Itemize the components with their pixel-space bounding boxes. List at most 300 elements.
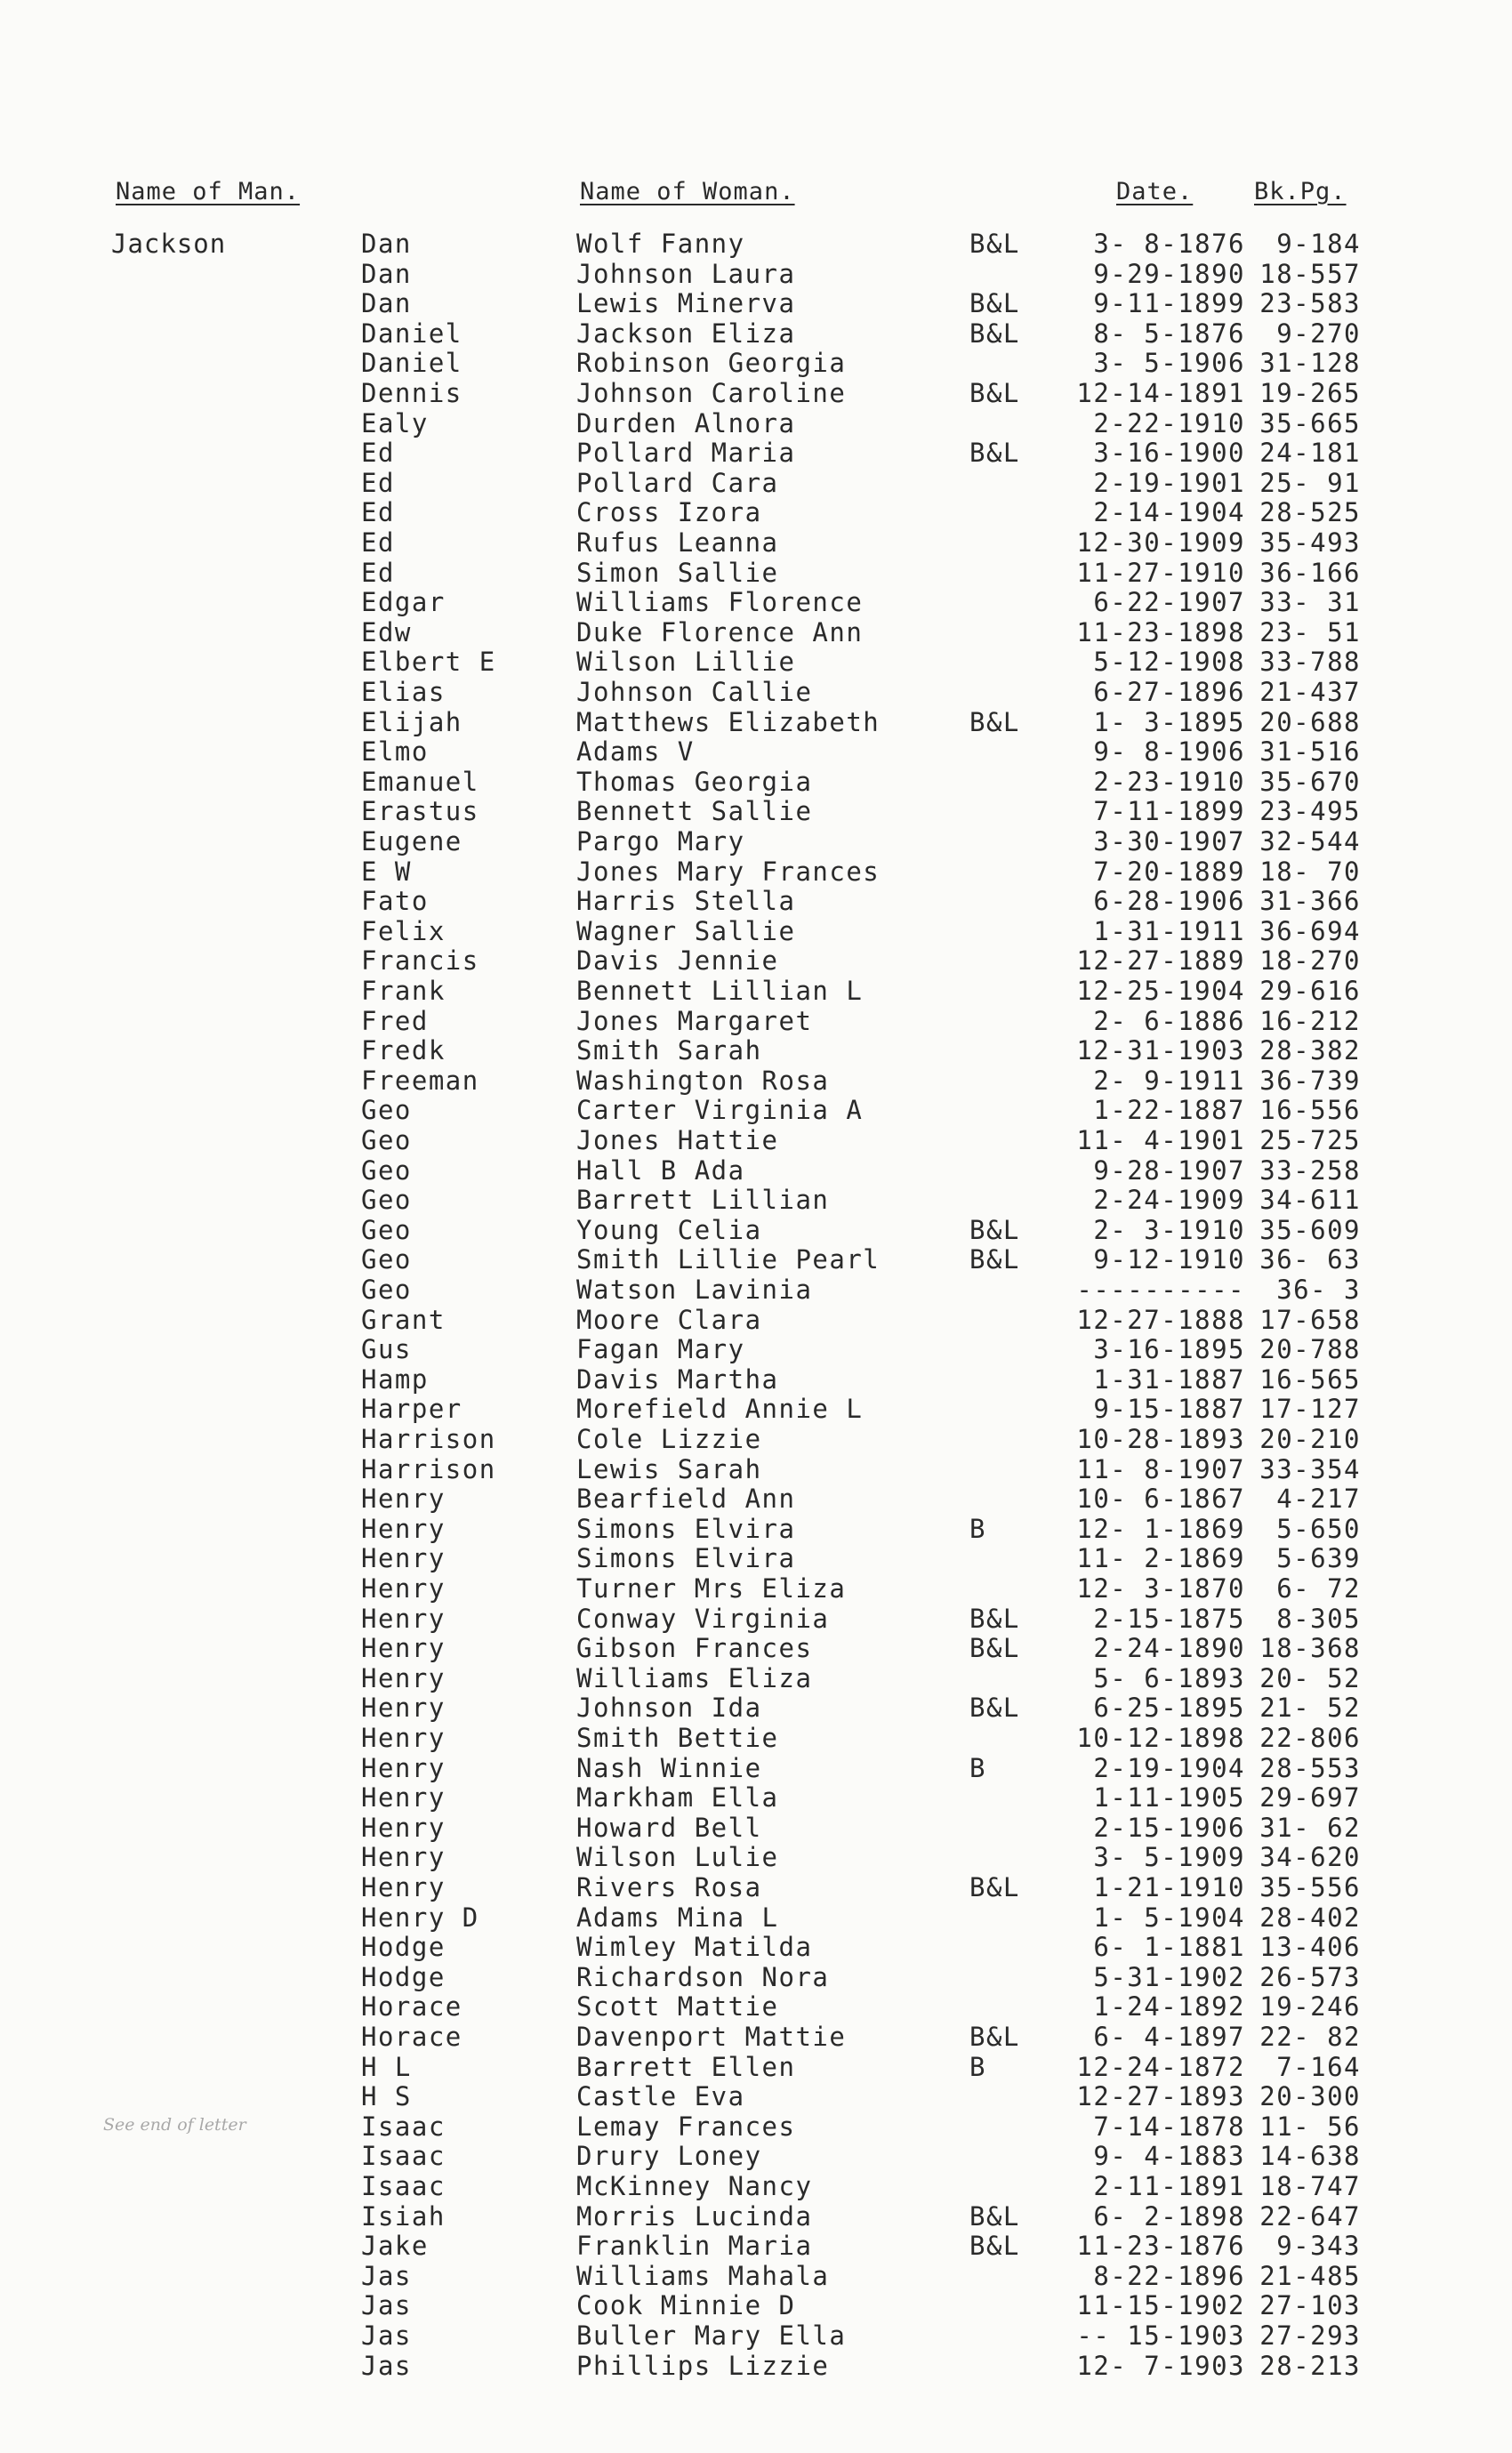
table-row	[0, 1215, 1512, 1245]
woman-name: Smith Bettie	[576, 1723, 779, 1753]
table-row	[0, 1573, 1512, 1604]
woman-name: Watson Lavinia	[576, 1275, 813, 1305]
surname: Jackson	[111, 229, 227, 259]
marriage-date: 10- 6-1867	[1076, 1484, 1245, 1515]
book-page: 25-725	[1259, 1125, 1361, 1155]
book-page: 31-516	[1259, 736, 1361, 768]
table-row	[0, 1693, 1512, 1723]
marriage-date: 11- 8-1907	[1076, 1453, 1245, 1484]
book-page: 19-265	[1259, 378, 1361, 408]
license-code: B&L	[969, 706, 1020, 737]
table-row	[0, 2022, 1512, 2052]
book-page: 4-217	[1276, 1484, 1361, 1515]
marriage-date: 9-15-1887	[1093, 1394, 1245, 1425]
marriage-date: 9-12-1910	[1093, 1244, 1245, 1275]
license-code: B	[969, 1752, 986, 1783]
book-page: 35-556	[1259, 1872, 1361, 1902]
marriage-date: 6-22-1907	[1093, 587, 1245, 618]
first-name: Henry	[361, 1543, 446, 1574]
table-row	[0, 2201, 1512, 2232]
license-code: B	[969, 2051, 986, 2082]
woman-name: Lewis Sarah	[576, 1453, 762, 1484]
woman-name: Young Celia	[576, 1214, 762, 1245]
first-name: H L	[361, 2051, 412, 2082]
marriage-date: 6-28-1906	[1093, 886, 1245, 917]
book-page: 29-616	[1259, 976, 1361, 1006]
book-page: 23-495	[1259, 796, 1361, 827]
woman-name: Jones Hattie	[576, 1125, 779, 1155]
first-name: Jas	[361, 2350, 412, 2381]
first-name: Elias	[361, 677, 446, 707]
book-page: 8-305	[1276, 1603, 1361, 1634]
marriage-date: 1-22-1887	[1093, 1095, 1245, 1126]
first-name: Daniel	[361, 318, 462, 349]
marriage-date: 11-23-1898	[1076, 616, 1245, 647]
first-name: Isaac	[361, 2111, 446, 2142]
table-row	[0, 707, 1512, 737]
woman-name: Thomas Georgia	[576, 766, 813, 797]
marriage-date: 2-24-1890	[1093, 1633, 1245, 1664]
woman-name: Barrett Ellen	[576, 2051, 796, 2082]
book-page: 20-300	[1259, 2081, 1361, 2112]
marriage-date: 9-29-1890	[1093, 258, 1245, 289]
first-name: Henry	[361, 1752, 446, 1783]
woman-name: Turner Mrs Eliza	[576, 1573, 847, 1604]
book-page: 19-246	[1259, 1991, 1361, 2023]
marriage-date: 7-14-1878	[1093, 2111, 1245, 2142]
marriage-date: 5-12-1908	[1093, 647, 1245, 678]
book-page: 20- 52	[1259, 1662, 1361, 1693]
marriage-date: 6-25-1895	[1093, 1693, 1245, 1724]
table-row	[0, 2141, 1512, 2171]
woman-name: Johnson Ida	[576, 1693, 762, 1724]
header-book-page: Bk.Pg.	[1254, 178, 1347, 205]
license-code: B&L	[969, 1214, 1020, 1245]
first-name: E W	[361, 856, 412, 887]
book-page: 18- 70	[1259, 856, 1361, 887]
book-page: 27-103	[1259, 2290, 1361, 2321]
marriage-date: 11- 4-1901	[1076, 1125, 1245, 1155]
woman-name: Lemay Frances	[576, 2111, 796, 2142]
table-row	[0, 1006, 1512, 1036]
woman-name: Gibson Frances	[576, 1633, 813, 1664]
table-row	[0, 1604, 1512, 1634]
marriage-date: 2-24-1909	[1093, 1185, 1245, 1216]
first-name: Henry	[361, 1484, 446, 1515]
marriage-date: 7-20-1889	[1093, 856, 1245, 887]
marriage-date: 9- 4-1883	[1093, 2141, 1245, 2172]
book-page: 29-697	[1259, 1782, 1361, 1814]
marriage-date: 12- 7-1903	[1076, 2350, 1245, 2381]
woman-name: Scott Mattie	[576, 1991, 779, 2023]
table-row	[0, 587, 1512, 617]
woman-name: Williams Mahala	[576, 2260, 830, 2291]
marriage-date: 6- 1-1881	[1093, 1932, 1245, 1963]
woman-name: Pollard Cara	[576, 467, 779, 498]
book-page: 33-788	[1259, 647, 1361, 678]
woman-name: Richardson Nora	[576, 1961, 830, 1992]
woman-name: Pargo Mary	[576, 826, 745, 857]
marriage-date: 11-23-1876	[1076, 2231, 1245, 2262]
book-page: 11- 56	[1259, 2111, 1361, 2142]
woman-name: Adams V	[576, 736, 695, 768]
header-name-of-woman: Name of Woman.	[580, 178, 795, 205]
woman-name: Franklin Maria	[576, 2231, 813, 2262]
license-code: B&L	[969, 229, 1020, 259]
woman-name: Simon Sallie	[576, 557, 779, 588]
book-page: 23- 51	[1259, 616, 1361, 647]
woman-name: Jones Mary Frances	[576, 856, 881, 887]
table-row	[0, 2231, 1512, 2261]
table-row	[0, 916, 1512, 946]
first-name: Isaac	[361, 2141, 446, 2172]
table-row	[0, 259, 1512, 289]
woman-name: Wilson Lillie	[576, 647, 796, 678]
table-row	[0, 2290, 1512, 2320]
first-name: Dan	[361, 288, 412, 319]
book-page: 26-573	[1259, 1961, 1361, 1992]
woman-name: Smith Sarah	[576, 1035, 762, 1066]
table-row	[0, 1424, 1512, 1454]
book-page: 27-293	[1259, 2320, 1361, 2351]
marriage-date: 12-27-1888	[1076, 1304, 1245, 1335]
marriage-date: 10-12-1898	[1076, 1723, 1245, 1753]
woman-name: Johnson Callie	[576, 677, 813, 707]
first-name: Hamp	[361, 1363, 429, 1395]
first-name: Henry	[361, 1573, 446, 1604]
table-row	[0, 1275, 1512, 1305]
first-name: Harrison	[361, 1453, 496, 1484]
book-page: 36- 63	[1259, 1244, 1361, 1275]
table-row	[0, 945, 1512, 976]
marriage-date: 2-11-1891	[1093, 2171, 1245, 2201]
first-name: Henry	[361, 1513, 446, 1544]
marriage-date: 3-16-1900	[1093, 438, 1245, 469]
book-page: 5-650	[1276, 1513, 1361, 1544]
woman-name: Castle Eva	[576, 2081, 745, 2112]
marriage-date: 2-19-1904	[1093, 1752, 1245, 1783]
woman-name: Simons Elvira	[576, 1513, 796, 1544]
book-page: 13-406	[1259, 1932, 1361, 1963]
first-name: Horace	[361, 2022, 462, 2052]
woman-name: Nash Winnie	[576, 1752, 762, 1783]
table-row	[0, 558, 1512, 588]
book-page: 18-747	[1259, 2171, 1361, 2201]
first-name: Fato	[361, 886, 429, 917]
table-row	[0, 1932, 1512, 1962]
table-row	[0, 1484, 1512, 1514]
first-name: Edgar	[361, 587, 446, 618]
book-page: 16-212	[1259, 1005, 1361, 1036]
first-name: Ealy	[361, 407, 429, 438]
first-name: Gus	[361, 1334, 412, 1365]
book-page: 28-402	[1259, 1902, 1361, 1933]
table-row	[0, 2351, 1512, 2381]
marriage-date: 12- 1-1869	[1076, 1513, 1245, 1544]
marriage-date: 3- 5-1906	[1093, 348, 1245, 379]
first-name: Henry	[361, 1633, 446, 1664]
woman-name: Pollard Maria	[576, 438, 796, 469]
table-row	[0, 1782, 1512, 1813]
first-name: Jas	[361, 2290, 412, 2321]
marriage-date: 6- 4-1897	[1093, 2022, 1245, 2052]
marriage-date: 2- 3-1910	[1093, 1214, 1245, 1245]
woman-name: Robinson Georgia	[576, 348, 847, 379]
book-page: 33- 31	[1259, 587, 1361, 618]
book-page: 34-611	[1259, 1185, 1361, 1216]
woman-name: Carter Virginia A	[576, 1095, 864, 1126]
first-name: Elbert E	[361, 647, 496, 678]
book-page: 33-258	[1259, 1154, 1361, 1186]
table-row	[0, 1543, 1512, 1573]
table-row	[0, 736, 1512, 767]
book-page: 20-788	[1259, 1334, 1361, 1365]
book-page: 9-343	[1276, 2231, 1361, 2262]
marriage-date: 1-11-1905	[1093, 1782, 1245, 1814]
woman-name: Johnson Laura	[576, 258, 796, 289]
book-page: 36-739	[1259, 1065, 1361, 1096]
license-code: B&L	[969, 2200, 1020, 2232]
table-row	[0, 2081, 1512, 2111]
woman-name: Bennett Lillian L	[576, 976, 864, 1006]
table-row	[0, 438, 1512, 468]
woman-name: Buller Mary Ella	[576, 2320, 847, 2351]
table-row	[0, 826, 1512, 857]
table-row	[0, 2261, 1512, 2291]
first-name: Ed	[361, 467, 395, 498]
marriage-date: 9-28-1907	[1093, 1154, 1245, 1186]
first-name: Isaac	[361, 2171, 446, 2201]
table-row	[0, 1364, 1512, 1395]
first-name: Henry	[361, 1812, 446, 1843]
table-row	[0, 857, 1512, 887]
book-page: 22- 82	[1259, 2022, 1361, 2052]
marriage-date: 3-16-1895	[1093, 1334, 1245, 1365]
table-row	[0, 1663, 1512, 1693]
book-page: 31- 62	[1259, 1812, 1361, 1843]
table-row	[0, 1095, 1512, 1125]
woman-name: Howard Bell	[576, 1812, 762, 1843]
woman-name: Rivers Rosa	[576, 1872, 762, 1902]
first-name: Isiah	[361, 2200, 446, 2232]
first-name: Erastus	[361, 796, 479, 827]
woman-name: Davis Jennie	[576, 945, 779, 977]
table-row	[0, 796, 1512, 826]
woman-name: Bearfield Ann	[576, 1484, 796, 1515]
table-row	[0, 1244, 1512, 1275]
woman-name: McKinney Nancy	[576, 2171, 813, 2201]
first-name: Geo	[361, 1244, 412, 1275]
book-page: 7-164	[1276, 2051, 1361, 2082]
book-page: 36-166	[1259, 557, 1361, 588]
woman-name: Harris Stella	[576, 886, 796, 917]
woman-name: Washington Rosa	[576, 1065, 830, 1096]
woman-name: Morris Lucinda	[576, 2200, 813, 2232]
book-page: 35-493	[1259, 527, 1361, 558]
book-page: 16-556	[1259, 1095, 1361, 1126]
first-name: Henry	[361, 1782, 446, 1814]
first-name: Grant	[361, 1304, 446, 1335]
book-page: 31-128	[1259, 348, 1361, 379]
marriage-date: 12-31-1903	[1076, 1035, 1245, 1066]
book-page: 5-639	[1276, 1543, 1361, 1574]
marriage-date: 9- 8-1906	[1093, 736, 1245, 768]
table-row	[0, 976, 1512, 1006]
marriage-date: 6- 2-1898	[1093, 2200, 1245, 2232]
license-code: B&L	[969, 1603, 1020, 1634]
first-name: Ed	[361, 527, 395, 558]
woman-name: Williams Florence	[576, 587, 864, 618]
first-name: Geo	[361, 1125, 412, 1155]
woman-name: Adams Mina L	[576, 1902, 779, 1933]
first-name: Ed	[361, 557, 395, 588]
license-code: B&L	[969, 438, 1020, 469]
first-name: Emanuel	[361, 766, 479, 797]
marriage-date: 5-31-1902	[1093, 1961, 1245, 1992]
first-name: Fred	[361, 1005, 429, 1036]
table-row	[0, 229, 1512, 259]
first-name: Geo	[361, 1214, 412, 1245]
book-page: 36-694	[1259, 915, 1361, 946]
table-row	[0, 1872, 1512, 1902]
woman-name: Morefield Annie L	[576, 1394, 864, 1425]
first-name: Fredk	[361, 1035, 446, 1066]
book-page: 25- 91	[1259, 467, 1361, 498]
first-name: Jas	[361, 2320, 412, 2351]
marriage-date: 9-11-1899	[1093, 288, 1245, 319]
table-row	[0, 348, 1512, 378]
woman-name: Matthews Elizabeth	[576, 706, 881, 737]
marriage-date: 3-30-1907	[1093, 826, 1245, 857]
table-row	[0, 497, 1512, 527]
first-name: Henry	[361, 1662, 446, 1693]
book-page: 21-485	[1259, 2260, 1361, 2291]
marriage-date: 1-21-1910	[1093, 1872, 1245, 1902]
book-page: 35-609	[1259, 1214, 1361, 1245]
header-name-of-man: Name of Man.	[116, 178, 301, 205]
first-name: Hodge	[361, 1932, 446, 1963]
book-page: 18-368	[1259, 1633, 1361, 1664]
book-page: 9-184	[1276, 229, 1361, 259]
first-name: Henry	[361, 1872, 446, 1902]
marriage-date: 2-22-1910	[1093, 407, 1245, 438]
marriage-date: 11-27-1910	[1076, 557, 1245, 588]
book-page: 36- 3	[1276, 1275, 1361, 1305]
woman-name: Bennett Sallie	[576, 796, 813, 827]
book-page: 20-688	[1259, 706, 1361, 737]
first-name: Frank	[361, 976, 446, 1006]
first-name: Geo	[361, 1185, 412, 1216]
first-name: Felix	[361, 915, 446, 946]
first-name: Geo	[361, 1095, 412, 1126]
table-row	[0, 1753, 1512, 1783]
first-name: Eugene	[361, 826, 462, 857]
marriage-date: 12-27-1889	[1076, 945, 1245, 977]
book-page: 33-354	[1259, 1453, 1361, 1484]
marriage-date: 1-24-1892	[1093, 1991, 1245, 2023]
first-name: Henry	[361, 1842, 446, 1873]
first-name: Henry	[361, 1603, 446, 1634]
woman-name: Rufus Leanna	[576, 527, 779, 558]
first-name: Dan	[361, 229, 412, 259]
book-page: 32-544	[1259, 826, 1361, 857]
book-page: 34-620	[1259, 1842, 1361, 1873]
marriage-date: 8- 5-1876	[1093, 318, 1245, 349]
book-page: 23-583	[1259, 288, 1361, 319]
marriage-date: 3- 5-1909	[1093, 1842, 1245, 1873]
table-row	[0, 1813, 1512, 1843]
book-page: 28-553	[1259, 1752, 1361, 1783]
first-name: Henry	[361, 1693, 446, 1724]
table-row	[0, 288, 1512, 318]
woman-name: Drury Loney	[576, 2141, 762, 2172]
license-code: B&L	[969, 1872, 1020, 1902]
first-name: Hodge	[361, 1961, 446, 1992]
marriage-date: 2-19-1901	[1093, 467, 1245, 498]
margin-note: See end of letter	[103, 2115, 246, 2135]
woman-name: Lewis Minerva	[576, 288, 796, 319]
book-page: 24-181	[1259, 438, 1361, 469]
marriage-date: 2-23-1910	[1093, 766, 1245, 797]
book-page: 6- 72	[1276, 1573, 1361, 1604]
table-row	[0, 1902, 1512, 1933]
woman-name: Durden Alnora	[576, 407, 796, 438]
table-row	[0, 1454, 1512, 1484]
table-row	[0, 1035, 1512, 1066]
first-name: Francis	[361, 945, 479, 977]
table-row	[0, 1125, 1512, 1155]
marriage-date: 12- 3-1870	[1076, 1573, 1245, 1604]
book-page: 18-557	[1259, 258, 1361, 289]
license-code: B&L	[969, 2231, 1020, 2262]
table-row	[0, 886, 1512, 916]
woman-name: Hall B Ada	[576, 1154, 745, 1186]
book-page: 17-658	[1259, 1304, 1361, 1335]
marriage-date: 12-14-1891	[1076, 378, 1245, 408]
woman-name: Duke Florence Ann	[576, 616, 864, 647]
first-name: Harrison	[361, 1424, 496, 1454]
marriage-date: 12-30-1909	[1076, 527, 1245, 558]
woman-name: Conway Virginia	[576, 1603, 830, 1634]
book-page: 22-647	[1259, 2200, 1361, 2232]
book-page: 17-127	[1259, 1394, 1361, 1425]
woman-name: Cook Minnie D	[576, 2290, 796, 2321]
woman-name: Smith Lillie Pearl	[576, 1244, 881, 1275]
book-page: 35-665	[1259, 407, 1361, 438]
woman-name: Wimley Matilda	[576, 1932, 813, 1963]
woman-name: Jones Margaret	[576, 1005, 813, 1036]
header-date: Date.	[1116, 178, 1194, 205]
marriage-date: 11- 2-1869	[1076, 1543, 1245, 1574]
table-row	[0, 1633, 1512, 1663]
table-row	[0, 2320, 1512, 2351]
first-name: Jas	[361, 2260, 412, 2291]
woman-name: Barrett Lillian	[576, 1185, 830, 1216]
table-row	[0, 1514, 1512, 1544]
woman-name: Davis Martha	[576, 1363, 779, 1395]
book-page: 18-270	[1259, 945, 1361, 977]
table-row	[0, 647, 1512, 677]
book-page: 16-565	[1259, 1363, 1361, 1395]
first-name: Daniel	[361, 348, 462, 379]
license-code: B&L	[969, 1633, 1020, 1664]
first-name: Dan	[361, 258, 412, 289]
table-row	[0, 1723, 1512, 1753]
first-name: Elmo	[361, 736, 429, 768]
book-page: 22-806	[1259, 1723, 1361, 1753]
book-page: 28-382	[1259, 1035, 1361, 1066]
woman-name: Cole Lizzie	[576, 1424, 762, 1454]
